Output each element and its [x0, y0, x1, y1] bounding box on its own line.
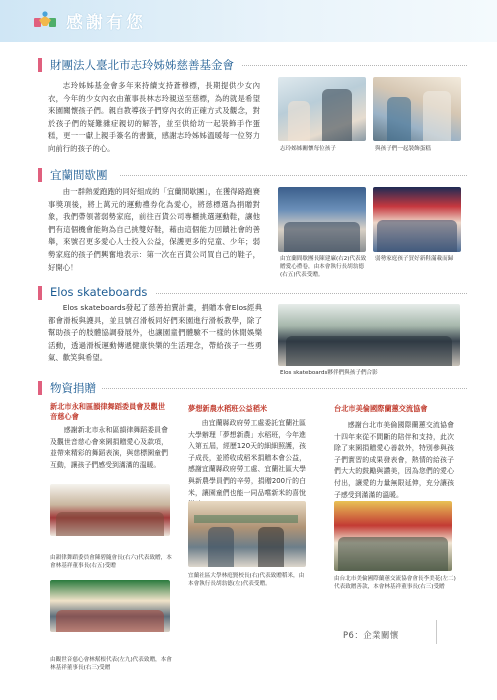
page-label: P6：企業關懷 — [343, 630, 399, 640]
photo-running-club-2 — [373, 187, 461, 252]
photo-caption: 志玲姊姊關懷每位孩子 — [280, 146, 336, 152]
section-divider — [102, 388, 467, 389]
section-title-foundation: 財團法人臺北市志玲姊姊慈善基金會 — [50, 58, 234, 72]
photo-caption: 宜蘭社區大學林庭賢校長(右)代表致贈稻米，由本會執行長胡翁德(左)代表受贈。 — [188, 573, 305, 587]
foundation-body: 志玲姊姊基金會多年來持續支持蒼穆標，長期提供少女內衣，今年的少女內衣由董事長林志玲親送至慈標，為的就是希望來園關懷孩子們。親自教導孩子們穿內衣的正確方式及觀念，對於孩子們的疑難雜症親切的解答，並至供給坊一起裝飾手作蛋糕，更一一獻上親手簽名的書籤，感謝志玲姊姊溫暖每一位努力向前行的孩子的心。 — [48, 81, 260, 153]
photo-dance-committee — [50, 484, 170, 536]
photo-rice-donation — [188, 501, 306, 567]
section-divider — [242, 65, 467, 66]
photo-orchid-association — [334, 501, 452, 571]
section-title-donations: 物資捐贈 — [50, 381, 96, 395]
page-title: 感謝有您 — [66, 13, 146, 33]
section-marker — [38, 168, 42, 182]
photo-caption: 由台北市美倫國際蘭蕙交流協會會長李美花(左二)代表致贈善款，本會林基祥董事長(右三)受贈 — [334, 576, 456, 590]
photo-elos-group — [278, 304, 460, 366]
elos-body: Elos skateboards發起了慈善拍賣計畫，捐贈本會Elos經典都會滑板與護具，並且號召滑板同好們來園進行滑板教學，除了幫助孩子的肢體協調發展外，也讓園童們體驗不一樣的休閒娛樂活動，透過滑板運動傳遞健康快樂的生活理念，帶給孩子一些勇氣、歡笑與希望。 — [48, 303, 262, 363]
section-divider — [156, 293, 467, 294]
donor-body-orchid: 感謝台北市美倫國際蘭蕙交流協會十四年來從不間斷的陪伴和支持，此次除了來園捐贈愛心善款外，特別參與孩子們實習的成果發表會，熱情的給孩子們大大的鼓勵與讚美，因為您們的愛心付出，讓愛的力量無限延伸，充分讓孩子感受到滿滿的溫暖。 — [334, 421, 454, 499]
handshake-icon — [33, 10, 57, 32]
photo-foundation-1 — [278, 77, 366, 141]
photo-caption: 弱勢家庭孩子買好新鞋滿載而歸 — [375, 256, 454, 262]
photo-caption: Elos skateboards夥伴們與孩子們合影 — [280, 370, 378, 376]
photo-caption: 由韻律舞蹈委員會陳碧隨會長(右六)代表致贈，本會林基祥董事長(右五)受贈 — [50, 555, 172, 569]
section-marker — [38, 286, 42, 300]
photo-caption: 與孩子們一起裝飾蛋糕 — [375, 146, 431, 152]
section-divider — [120, 175, 467, 176]
section-title-running-club: 宜蘭間歇團 — [50, 168, 108, 182]
photo-running-club-1 — [278, 187, 366, 252]
section-marker — [38, 381, 42, 395]
photo-caption: 由宜蘭間歇團長陳建廉(右2)代表致贈愛心禮卷，由本會執行長胡翁德(右五)代表受贈。 — [280, 256, 367, 278]
donor-heading-orchid: 台北市美倫國際蘭蕙交流協會 — [334, 404, 428, 413]
donor-body-dance: 感謝新北市永和區韻律舞蹈委員會及觀世音慈心會來園捐贈愛心及款項，並帶來精彩的舞蹈表演，與慈標園童們互動，讓孩子們感受到滿滿的溫暖。 — [50, 426, 168, 469]
donor-body-rice: 由宜蘭縣政府勞工處委託宜蘭社區大學辦理「夢想新農」水稻班，今年進入第五屆，經歷120天的細細照護，孩子成長，並將收成稻米捐贈本會公益，感謝宜蘭縣政府勞工處、宜蘭社區大學與新農學員們的辛勞，捐贈200斤的白米，讓園童們也能一同品嚐新米的喜悅 — [188, 419, 306, 497]
donor-heading-rice: 夢想新農水稻班公益稻米 — [188, 404, 268, 413]
section-title-elos: Elos skateboards — [50, 285, 148, 299]
running-club-body: 由一群熱愛跑跑的同好組成的「宜蘭間歇團」，在獲得路跑賽事獎項後，將上萬元的運動禮券化為愛心，將慈標選為捐贈對象，我們帶領著弱勢家庭，前往百貨公司專櫃挑選運動鞋，讓他們有這個機會能夠為自己挑雙好鞋，藉由這個能力回饋社會的善舉，來號召更多愛心人士投入公益，保護更多的兒童、少年；弱勢家庭的孩子們興奮地表示：第一次在百貨公司買自己的鞋子，好開心！ — [48, 187, 260, 272]
donor-heading-dance: 新北市永和區韻律舞蹈委員會及觀世音慈心會 — [50, 402, 166, 421]
footer-divider — [436, 620, 437, 644]
photo-caption: 由觀世音慈心會林幫根代表(左九)代表致贈，本會林基祥董事長(右三)受贈 — [50, 657, 172, 671]
photo-guanyin-association — [50, 580, 170, 632]
section-marker — [38, 58, 42, 72]
photo-foundation-2 — [373, 77, 461, 141]
page-header — [0, 0, 497, 42]
